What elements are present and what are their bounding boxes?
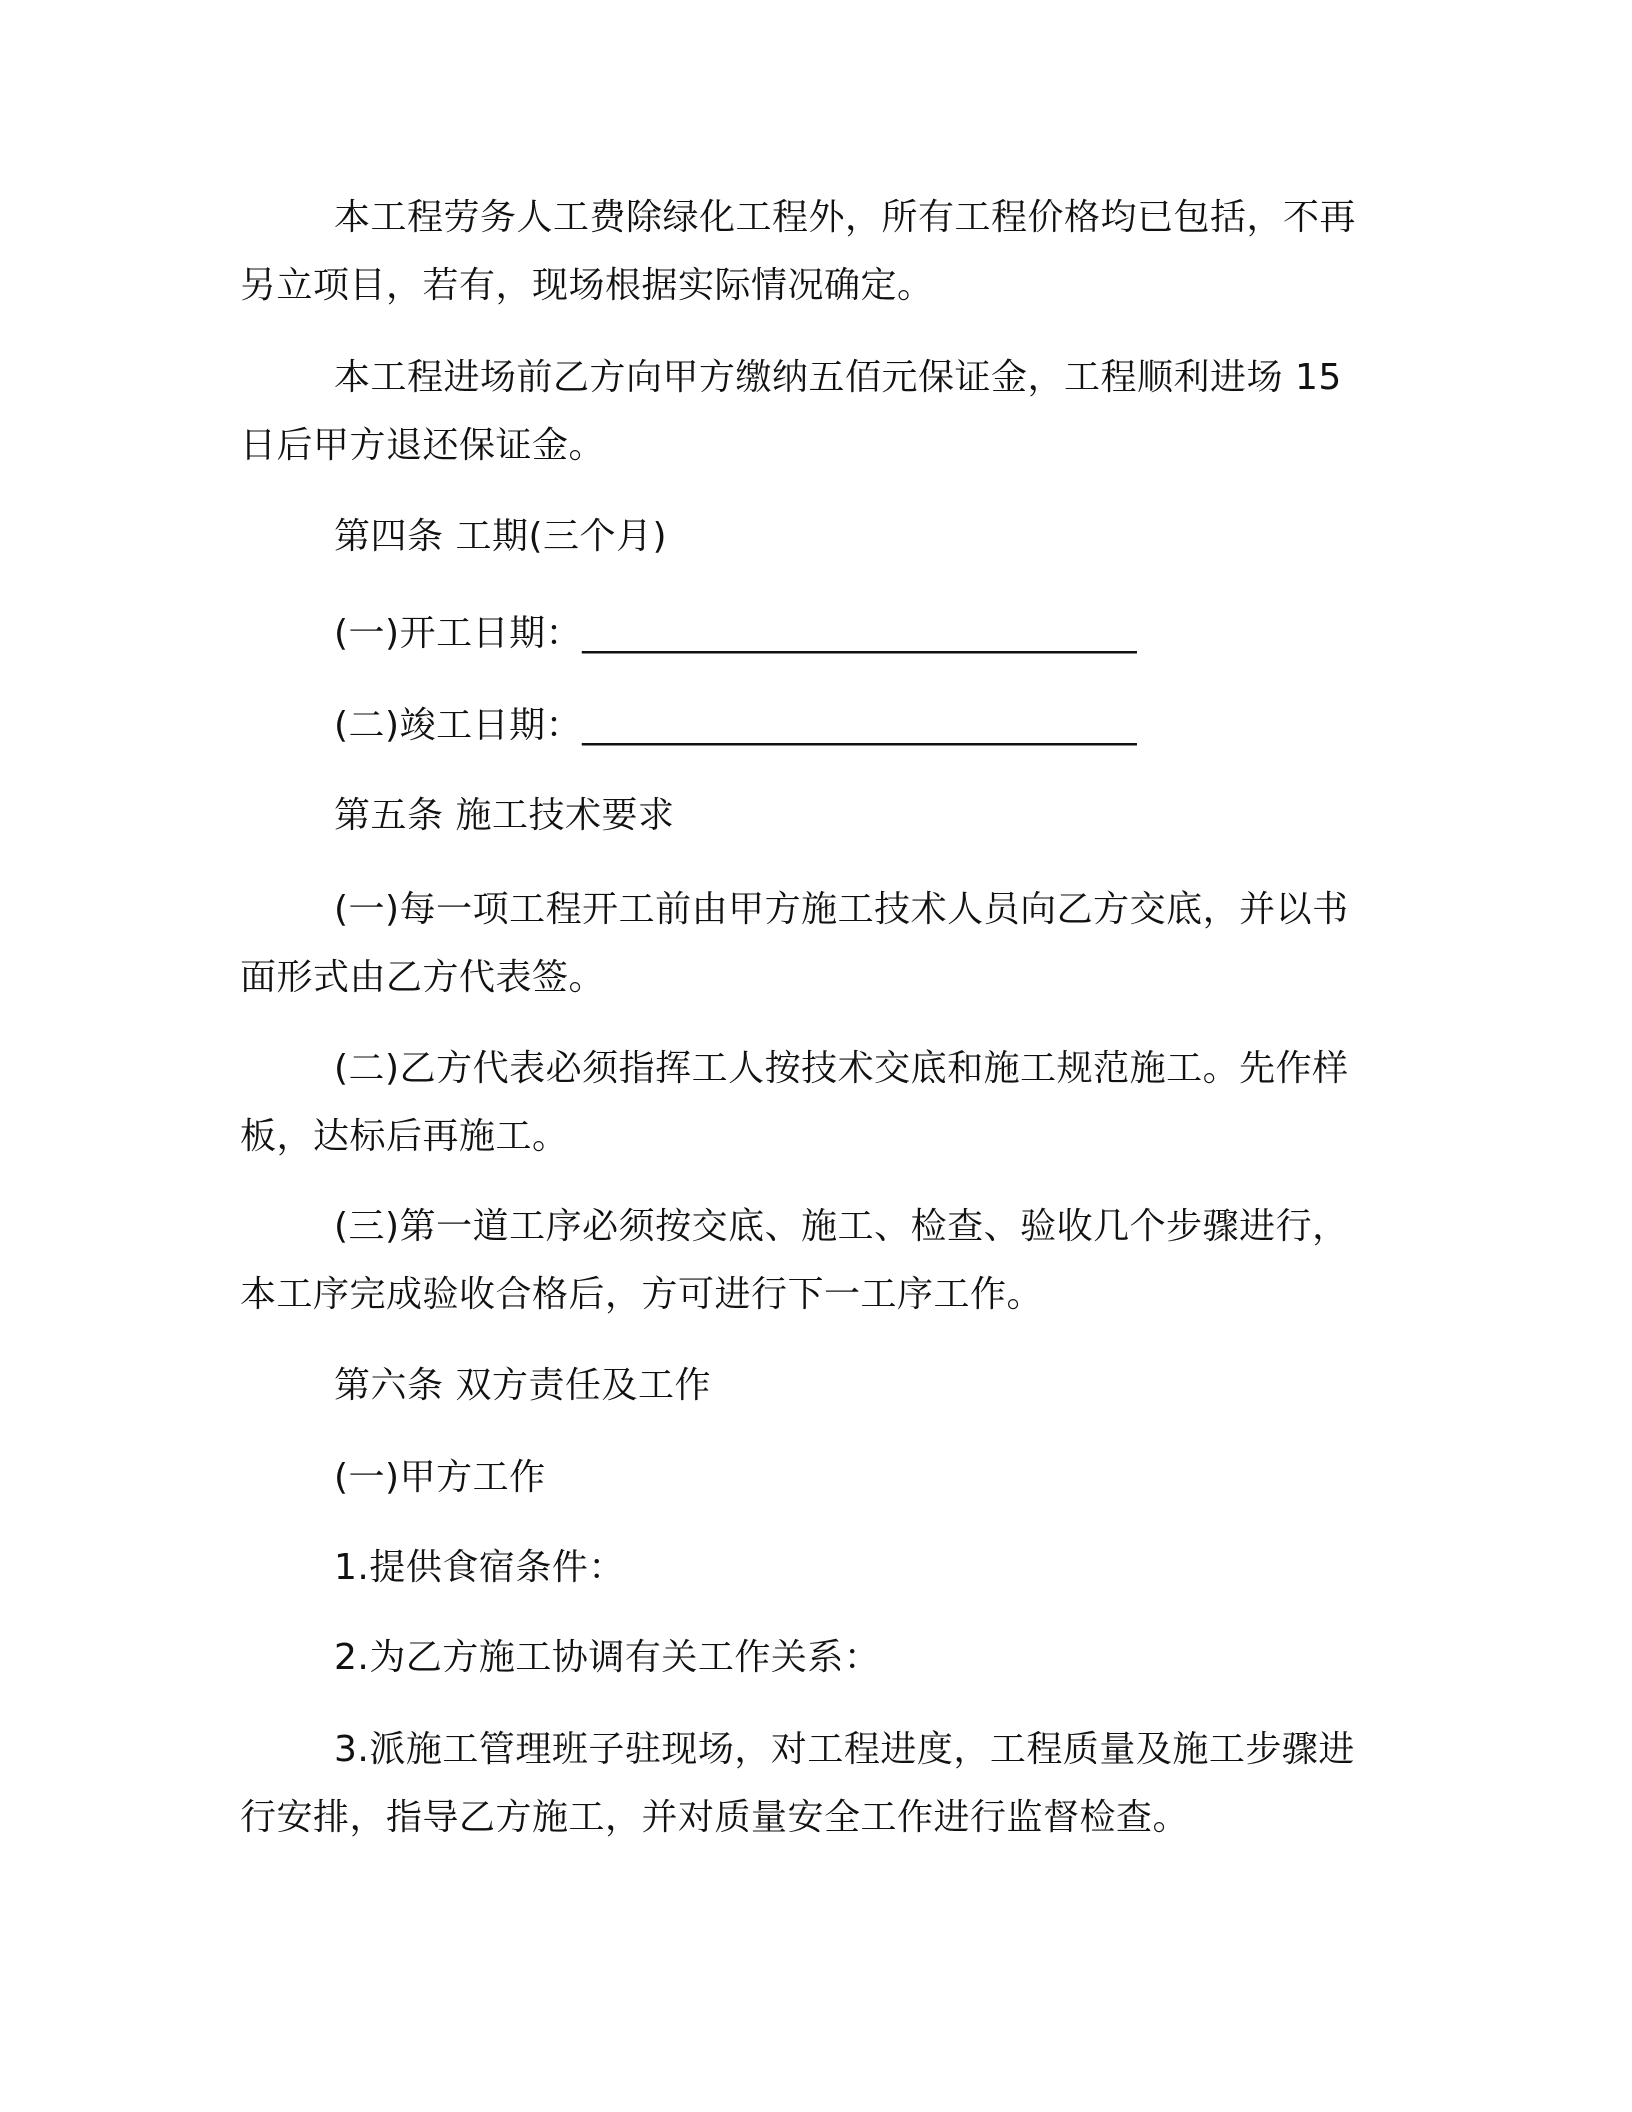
paragraph-deposit xyxy=(240,344,1380,480)
paragraph-worker-guidance xyxy=(240,1035,1380,1171)
paragraph-line: 板，达标后再施工。 xyxy=(240,1116,569,1157)
paragraph-line: 日后甲方退还保证金。 xyxy=(240,425,606,466)
paragraph-line: (二)竣工日期：______________________________ xyxy=(334,705,1138,746)
paragraph-line: 本工程劳务人工费除绿化工程外，所有工程价格均已包括，不再 xyxy=(334,197,1357,238)
list-item-1 xyxy=(240,1534,1380,1602)
paragraph-tech-briefing xyxy=(240,876,1380,1012)
paragraph-line: 2.为乙方施工协调有关工作关系： xyxy=(334,1637,881,1678)
article-6-heading xyxy=(240,1352,1380,1420)
list-item-2 xyxy=(240,1624,1380,1692)
paragraph-line: (一)开工日期：______________________________ xyxy=(334,613,1138,654)
paragraph-line: 本工序完成验收合格后，方可进行下一工序工作。 xyxy=(240,1274,1044,1315)
article-4-heading xyxy=(240,503,1380,571)
paragraph-process-steps xyxy=(240,1193,1380,1329)
paragraph-line: 另立项目，若有，现场根据实际情况确定。 xyxy=(240,265,934,306)
party-a-heading xyxy=(240,1444,1380,1512)
paragraph-line: 第四条 工期(三个月) xyxy=(334,516,668,557)
paragraph-line: (一)每一项工程开工前由甲方施工技术人员向乙方交底，并以书 xyxy=(334,889,1349,930)
start-date-field xyxy=(240,600,1380,668)
paragraph-line: (一)甲方工作 xyxy=(334,1457,546,1498)
paragraph-labor-cost xyxy=(240,184,1380,320)
list-item-3 xyxy=(240,1716,1380,1852)
paragraph-line: 3.派施工管理班子驻现场，对工程进度，工程质量及施工步骤进 xyxy=(334,1729,1355,1770)
paragraph-line: 行安排，指导乙方施工，并对质量安全工作进行监督检查。 xyxy=(240,1797,1190,1838)
paragraph-line: 本工程进场前乙方向甲方缴纳五佰元保证金，工程顺利进场 15 xyxy=(334,357,1342,398)
paragraph-line: (二)乙方代表必须指挥工人按技术交底和施工规范施工。先作样 xyxy=(334,1048,1349,1089)
paragraph-line: 第六条 双方责任及工作 xyxy=(334,1365,711,1406)
paragraph-line: (三)第一道工序必须按交底、施工、检查、验收几个步骤进行， xyxy=(334,1206,1349,1247)
paragraph-line: 1.提供食宿条件： xyxy=(334,1547,625,1588)
paragraph-line: 第五条 施工技术要求 xyxy=(334,795,675,836)
paragraph-line: 面形式由乙方代表签。 xyxy=(240,957,606,998)
article-5-heading xyxy=(240,782,1380,850)
completion-date-field xyxy=(240,692,1380,760)
